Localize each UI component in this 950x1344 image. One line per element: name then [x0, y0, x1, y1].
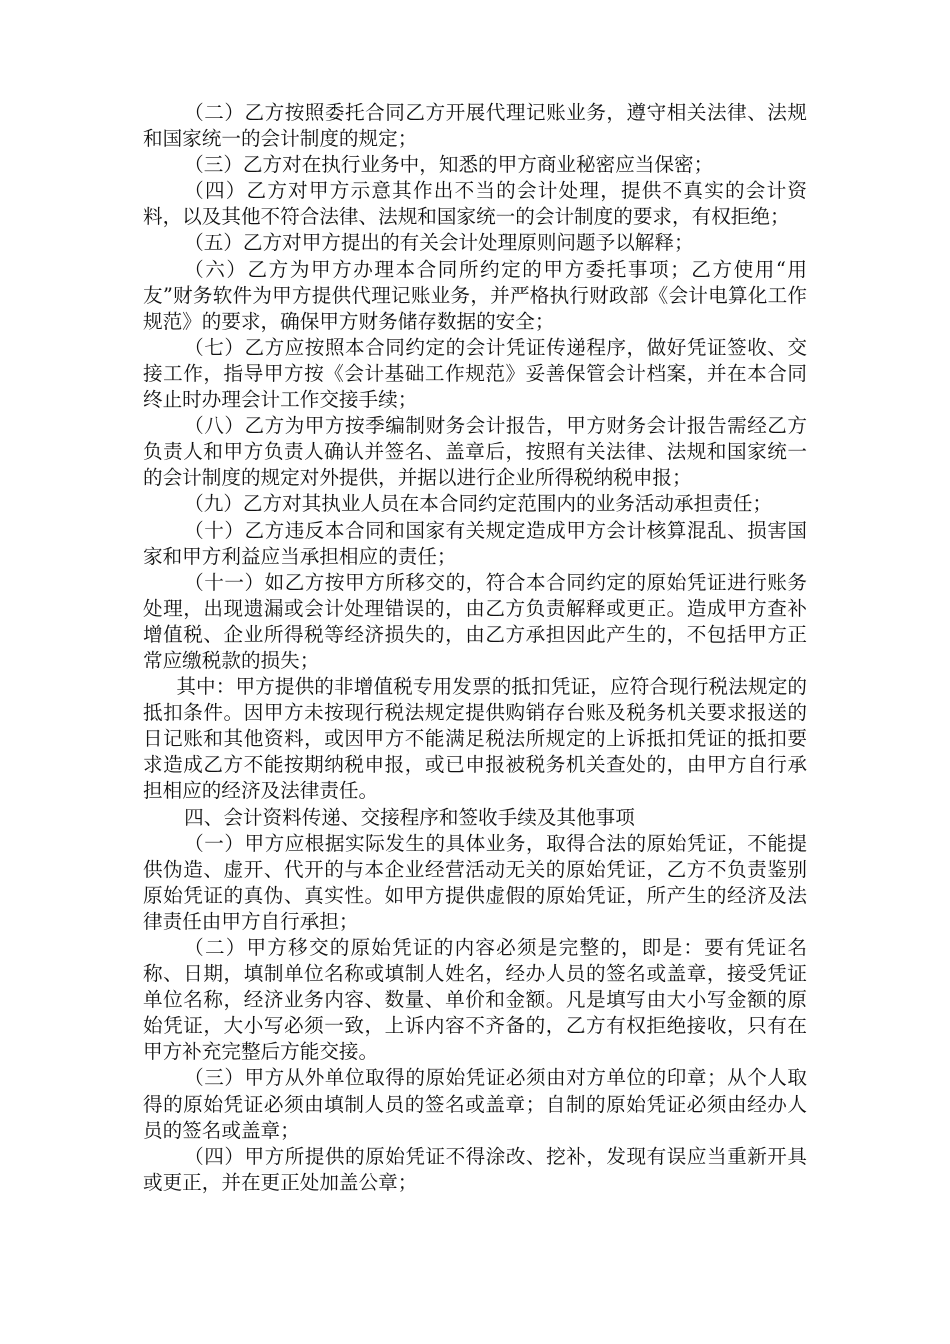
clause-7: （七）乙方应按照本合同约定的会计凭证传递程序，做好凭证签收、交接工作，指导甲方按《会计基础工作规范》妥善保管会计档案，并在本合同终止时办理会计工作交接手续；	[143, 335, 807, 412]
clause-4: （四）乙方对甲方示意其作出不当的会计处理，提供不真实的会计资料，以及其他不符合法律、法规和国家统一的会计制度的要求，有权拒绝；	[143, 179, 807, 229]
section4-clause-2: （二）甲方移交的原始凭证的内容必须是完整的，即是：要有凭证名称、日期，填制单位名称或填制人姓名，经办人员的签名或盖章，接受凭证单位名称，经济业务内容、数量、单价和金额。凡是填写由大小写金额的原始凭证，大小写必须一致，上诉内容不齐备的，乙方有权拒绝接收，只有在甲方补充完整后方能交接。	[143, 936, 807, 1064]
clause-9: （九）乙方对其执业人员在本合同约定范围内的业务活动承担责任；	[184, 492, 772, 516]
clause-8: （八）乙方为甲方按季编制财务会计报告，甲方财务会计报告需经乙方负责人和甲方负责人确认并签名、盖章后，按照有关法律、法规和国家统一的会计制度的规定对外提供，并据以进行企业所得税纳税申报；	[143, 414, 807, 490]
clause-11: （十一）如乙方按甲方所移交的，符合本合同约定的原始凭证进行账务处理，出现遗漏或会计处理错误的，由乙方负责解释或更正。造成甲方查补增值税、企业所得税等经济损失的，由乙方承担因此产生的，不包括甲方正常应缴税款的损失；	[143, 570, 807, 672]
clause-6: （六）乙方为甲方办理本合同所约定的甲方委托事项；乙方使用“用友”财务软件为甲方提供代理记账业务，并严格执行财政部《会计电算化工作规范》的要求，确保甲方财务储存数据的安全；	[143, 257, 807, 333]
clause-3: （三）乙方对在执行业务中，知悉的甲方商业秘密应当保密；	[184, 153, 714, 177]
section4-clause-1: （一）甲方应根据实际发生的具体业务，取得合法的原始凭证，不能提供伪造、虚开、代开的与本企业经营活动无关的原始凭证，乙方不负责鉴别原始凭证的真伪、真实性。如甲方提供虚假的原始凭证，所产生的经济及法律责任由甲方自行承担；	[143, 831, 807, 933]
section4-clause-3: （三）甲方从外单位取得的原始凭证必须由对方单位的印章；从个人取得的原始凭证必须由填制人员的签名或盖章；自制的原始凭证必须由经办人员的签名或盖章；	[143, 1066, 807, 1142]
section4-clause-4: （四）甲方所提供的原始凭证不得涂改、挖补，发现有误应当重新开具或更正，并在更正处加盖公章；	[143, 1144, 807, 1194]
section-heading-4: 四、会计资料传递、交接程序和签收手续及其他事项	[184, 805, 635, 829]
clause-5: （五）乙方对甲方提出的有关会计处理原则问题予以解释；	[184, 231, 694, 255]
document-page	[143, 100, 807, 1196]
clause-11-note: 其中：甲方提供的非增值税专用发票的抵扣凭证，应符合现行税法规定的抵扣条件。因甲方未按现行税法规定提供购销存台账及税务机关要求报送的日记账和其他资料，或因甲方不能满足税法所规定的上诉抵扣凭证的抵扣要求造成乙方不能按期纳税申报，或已申报被税务机关查处的，由甲方自行承担相应的经济及法律责任。	[143, 675, 807, 803]
clause-10: （十）乙方违反本合同和国家有关规定造成甲方会计核算混乱、损害国家和甲方利益应当承担相应的责任；	[143, 518, 807, 568]
clause-2: （二）乙方按照委托合同乙方开展代理记账业务，遵守相关法律、法规和国家统一的会计制度的规定；	[143, 101, 807, 151]
